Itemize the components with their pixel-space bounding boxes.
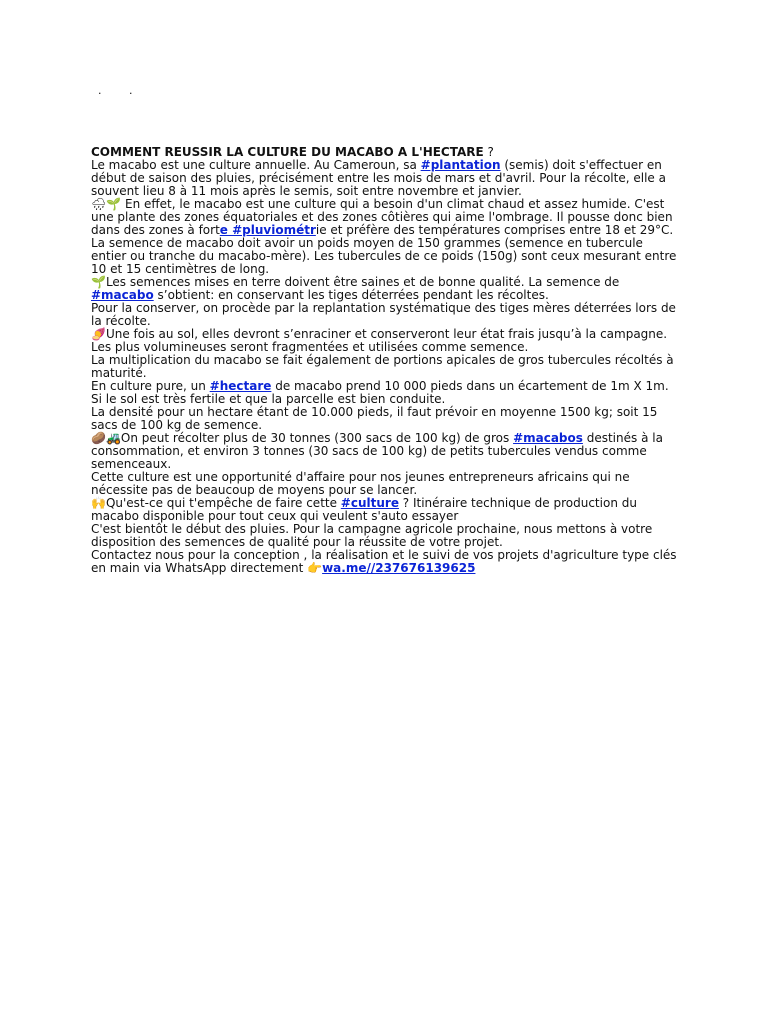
climate-text-end: ie et préfère des températures comprises entre 18 et 29°C. bbox=[315, 223, 674, 237]
soil-text: Une fois au sol, elles devront s’enraciner et conserveront leur état frais jusqu’à la campagne. Les plus volumineuses seront fragmentées et utilisées comme semence. bbox=[91, 327, 668, 354]
article-title: COMMENT REUSSIR LA CULTURE DU MACABO A L'HECTARE bbox=[91, 145, 484, 159]
climate-paragraph bbox=[91, 198, 681, 276]
hashtag-hectare-link[interactable]: #hectare bbox=[209, 379, 272, 393]
hashtag-macabos-link[interactable]: #macabos bbox=[513, 431, 583, 445]
title-suffix: ? bbox=[483, 145, 494, 159]
article-body bbox=[91, 146, 681, 575]
rains-text: C'est bientôt le début des pluies. Pour la campagne agricole prochaine, nous mettons à votre disposition des semences de qualité pour la réussite de votre projet. bbox=[91, 522, 653, 549]
intro-paragraph bbox=[91, 146, 681, 198]
harvest-paragraph bbox=[91, 432, 681, 497]
soil-paragraph bbox=[91, 328, 681, 432]
question-text-start: Qu'est-ce qui t'empêche de faire cette bbox=[105, 496, 341, 510]
climate-text-start: En effet, le macabo est une culture qui a besoin d'un climat chaud et assez humide. C'est une plante des zones équatoriales et des zones côtières qui aime l'ombrage. Il pousse donc bien dans des zones à fort bbox=[91, 197, 673, 237]
multiplication-text: La multiplication du macabo se fait également de portions apicales de gros tubercules récoltés à maturité. bbox=[91, 353, 674, 380]
hashtag-plantation-link[interactable]: #plantation bbox=[420, 158, 501, 172]
question-text-end: ? Itinéraire technique de production du macabo disponible pour tout ceux qui veulent s'auto essayer bbox=[91, 496, 637, 523]
question-paragraph bbox=[91, 497, 681, 575]
healthy-text-end: s’obtient: en conservant les tiges déterrées pendant les récoltes. bbox=[153, 288, 549, 302]
healthy-text-start: Les semences mises en terre doivent être saines et de bonne qualité. La semence de bbox=[105, 275, 620, 289]
harvest-text-start: On peut récolter plus de 30 tonnes (300 sacs de 100 kg) de gros bbox=[120, 431, 514, 445]
hashtag-macabo-link[interactable]: #macabo bbox=[91, 288, 154, 302]
hashtag-pluviometrie-link[interactable]: e #pluviométr bbox=[219, 223, 316, 237]
potato-icon: 🥔 bbox=[91, 431, 106, 445]
sweet-potato-icon: 🍠 bbox=[91, 327, 106, 341]
conserve-text: Pour la conserver, on procède par la replantation systématique des tiges mères déterrées lors de la récolte. bbox=[91, 301, 676, 328]
intro-text-start: Le macabo est une culture annuelle. Au Cameroun, sa bbox=[91, 158, 421, 172]
contact-text: Contactez nous pour la conception , la réalisation et le suivi de vos projets d'agriculture type clés en main via WhatsApp directement bbox=[91, 548, 677, 575]
whatsapp-link[interactable]: wa.me//237676139625 bbox=[322, 561, 476, 575]
seedling-icon: 🌱 bbox=[91, 275, 106, 289]
intro-text-end: (semis) doit s'effectuer en début de saison des pluies, précisément entre les mois de mars et d'avril. Pour la récolte, elle a souvent lieu 8 à 11 mois après le semis, soit entre novembre et janvier. bbox=[91, 158, 666, 198]
rain-cloud-icon: 🌧 bbox=[91, 197, 107, 211]
pure-text-end: de macabo prend 10 000 pieds dans un écartement de 1m X 1m. Si le sol est très fertile et que la parcelle est bien conduite. bbox=[91, 379, 669, 406]
harvest-text-end: destinés à la consommation, et environ 3 tonnes (30 sacs de 100 kg) de petits tubercules vendus comme semenceaux. bbox=[91, 431, 663, 471]
raised-hands-icon: 🙌 bbox=[91, 496, 106, 510]
opportunity-text: Cette culture est une opportunité d'affaire pour nos jeunes entrepreneurs africains qui ne nécessite pas de beaucoup de moyens pour se lancer. bbox=[91, 470, 630, 497]
seedling-icon: 🌱 bbox=[106, 197, 122, 211]
seed-weight-text: La semence de macabo doit avoir un poids moyen de 150 grammes (semence en tubercule entier ou tranche du macabo-mère). Les tubercules de ce poids (150g) sont ceux mesurant entre 10 et 15 centimètres de long. bbox=[91, 236, 677, 276]
pointing-hand-icon: 👉 bbox=[307, 561, 323, 575]
pure-text-start: En culture pure, un bbox=[91, 379, 210, 393]
hashtag-culture-link[interactable]: #culture bbox=[340, 496, 399, 510]
header-dots: . . bbox=[98, 84, 145, 97]
tractor-icon: 🚜 bbox=[105, 431, 121, 445]
healthy-seed-paragraph bbox=[91, 276, 681, 328]
density-text: La densité pour un hectare étant de 10.000 pieds, il faut prévoir en moyenne 1500 kg; soit 15 sacs de 100 kg de semence. bbox=[91, 405, 658, 432]
